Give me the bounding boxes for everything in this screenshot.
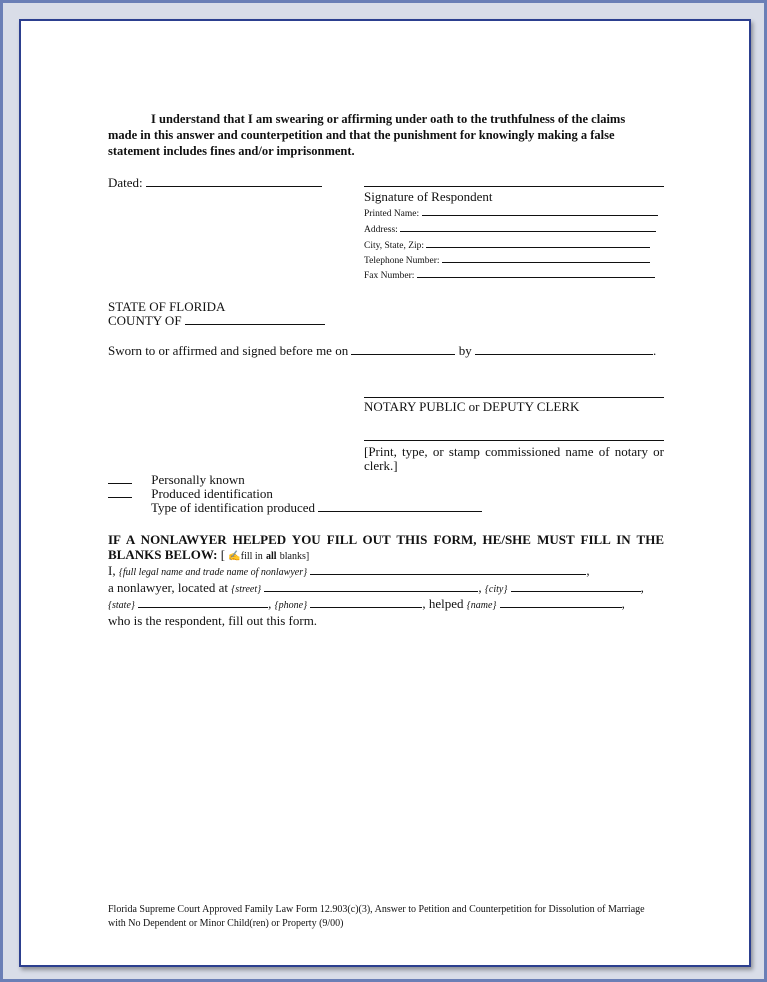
sworn-by-blank[interactable] (475, 343, 653, 355)
blanks-text: blanks] (279, 551, 310, 562)
telephone-field[interactable] (364, 254, 650, 266)
phone-hint: {phone} (274, 600, 308, 611)
street-blank[interactable] (264, 580, 478, 592)
notary-print-instructions-1: [Print, type, or stamp commissioned name of notary or (364, 444, 664, 459)
sworn-statement (108, 343, 656, 359)
nonlawyer-name-row (108, 563, 590, 579)
county-label: COUNTY OF (108, 313, 182, 328)
address-field[interactable] (364, 223, 656, 235)
county-blank[interactable] (185, 313, 325, 325)
footer-line-2: with No Dependent or Minor Child(ren) or Property (9/00) (108, 918, 344, 929)
personally-known-label: Personally known (151, 472, 245, 487)
pen-icon: ✍ (228, 551, 241, 562)
dated-label: Dated: (108, 175, 143, 190)
nonlawyer-contact-row (108, 596, 625, 612)
fill-in-text: fill in (240, 551, 263, 562)
all-text: all (265, 551, 277, 562)
city-state-zip-blank[interactable] (426, 239, 650, 248)
address-label: Address: (364, 225, 398, 235)
produced-identification-checkblank[interactable] (108, 486, 132, 498)
dated-field[interactable] (108, 175, 322, 191)
produced-identification-label: Produced identification (151, 486, 273, 501)
oath-line-3: statement includes fines and/or imprisonment. (108, 144, 355, 158)
nonlawyer-heading-2 (108, 547, 309, 563)
fax-blank[interactable] (417, 269, 655, 278)
state-blank[interactable] (138, 596, 268, 608)
notary-name-line[interactable] (364, 440, 664, 441)
nonlawyer-location-row (108, 580, 644, 596)
who-is-respondent: who is the respondent, fill out this form. (108, 613, 318, 628)
street-hint: {street} (231, 584, 262, 595)
personally-known-checkblank[interactable] (108, 472, 132, 484)
dated-blank[interactable] (146, 175, 322, 187)
phone-blank[interactable] (310, 596, 422, 608)
telephone-blank[interactable] (442, 254, 650, 263)
footer-line-1: Florida Supreme Court Approved Family Law Form 12.903(c)(3), Answer to Petition and Counterpetition for Dissolution of Marriage (108, 904, 645, 915)
oath-line-2: made in this answer and counterpetition and that the punishment for knowingly making a false (108, 128, 615, 142)
located-at-label: a nonlawyer, located at (108, 580, 229, 595)
full-name-hint: {full legal name and trade name of nonlawyer} (118, 567, 308, 578)
county-field[interactable] (108, 313, 325, 329)
signature-line[interactable] (364, 186, 664, 187)
comma: , (586, 563, 590, 578)
city-state-zip-label: City, State, Zip: (364, 241, 425, 251)
helped-label: helped (428, 596, 464, 611)
name-hint: {name} (466, 600, 497, 611)
comma: , (640, 580, 644, 595)
comma: , (268, 596, 272, 611)
city-state-zip-field[interactable] (364, 239, 650, 251)
type-produced-blank[interactable] (318, 500, 482, 512)
nonlawyer-heading-1: IF A NONLAWYER HELPED YOU FILL OUT THIS FORM, HE/SHE MUST FILL IN THE (108, 532, 664, 547)
i-label: I, (108, 563, 116, 578)
bracket-open: [ (220, 547, 226, 562)
notary-print-instructions-2: clerk.] (364, 458, 398, 473)
notary-title: NOTARY PUBLIC or DEPUTY CLERK (364, 399, 580, 414)
comma: , (621, 596, 625, 611)
fax-label: Fax Number: (364, 271, 415, 281)
nonlawyer-name-blank[interactable] (310, 563, 586, 575)
printed-name-field[interactable] (364, 207, 658, 219)
address-blank[interactable] (400, 223, 656, 232)
sworn-by-label: by (458, 343, 472, 358)
fax-field[interactable] (364, 269, 655, 281)
state-heading: STATE OF FLORIDA (108, 299, 226, 314)
city-hint: {city} (484, 584, 508, 595)
type-produced-label: Type of identification produced (151, 500, 316, 515)
comma: , (478, 580, 482, 595)
sworn-period: . (652, 343, 657, 358)
sworn-date-blank[interactable] (351, 343, 455, 355)
signature-title: Signature of Respondent (364, 189, 493, 204)
comma: , (422, 596, 426, 611)
printed-name-label: Printed Name: (364, 209, 420, 219)
telephone-label: Telephone Number: (364, 256, 440, 266)
type-produced-field[interactable] (151, 500, 482, 516)
city-blank[interactable] (511, 580, 641, 592)
notary-signature-line[interactable] (364, 397, 664, 398)
printed-name-blank[interactable] (422, 207, 658, 216)
oath-line-1: I understand that I am swearing or affirming under oath to the truthfulness of the claims (151, 112, 626, 126)
helped-name-blank[interactable] (500, 596, 622, 608)
sworn-text: Sworn to or affirmed and signed before me on (108, 343, 349, 358)
state-hint: {state} (108, 600, 135, 611)
blanks-below-label: BLANKS BELOW: (108, 547, 218, 562)
document-page (19, 19, 751, 967)
